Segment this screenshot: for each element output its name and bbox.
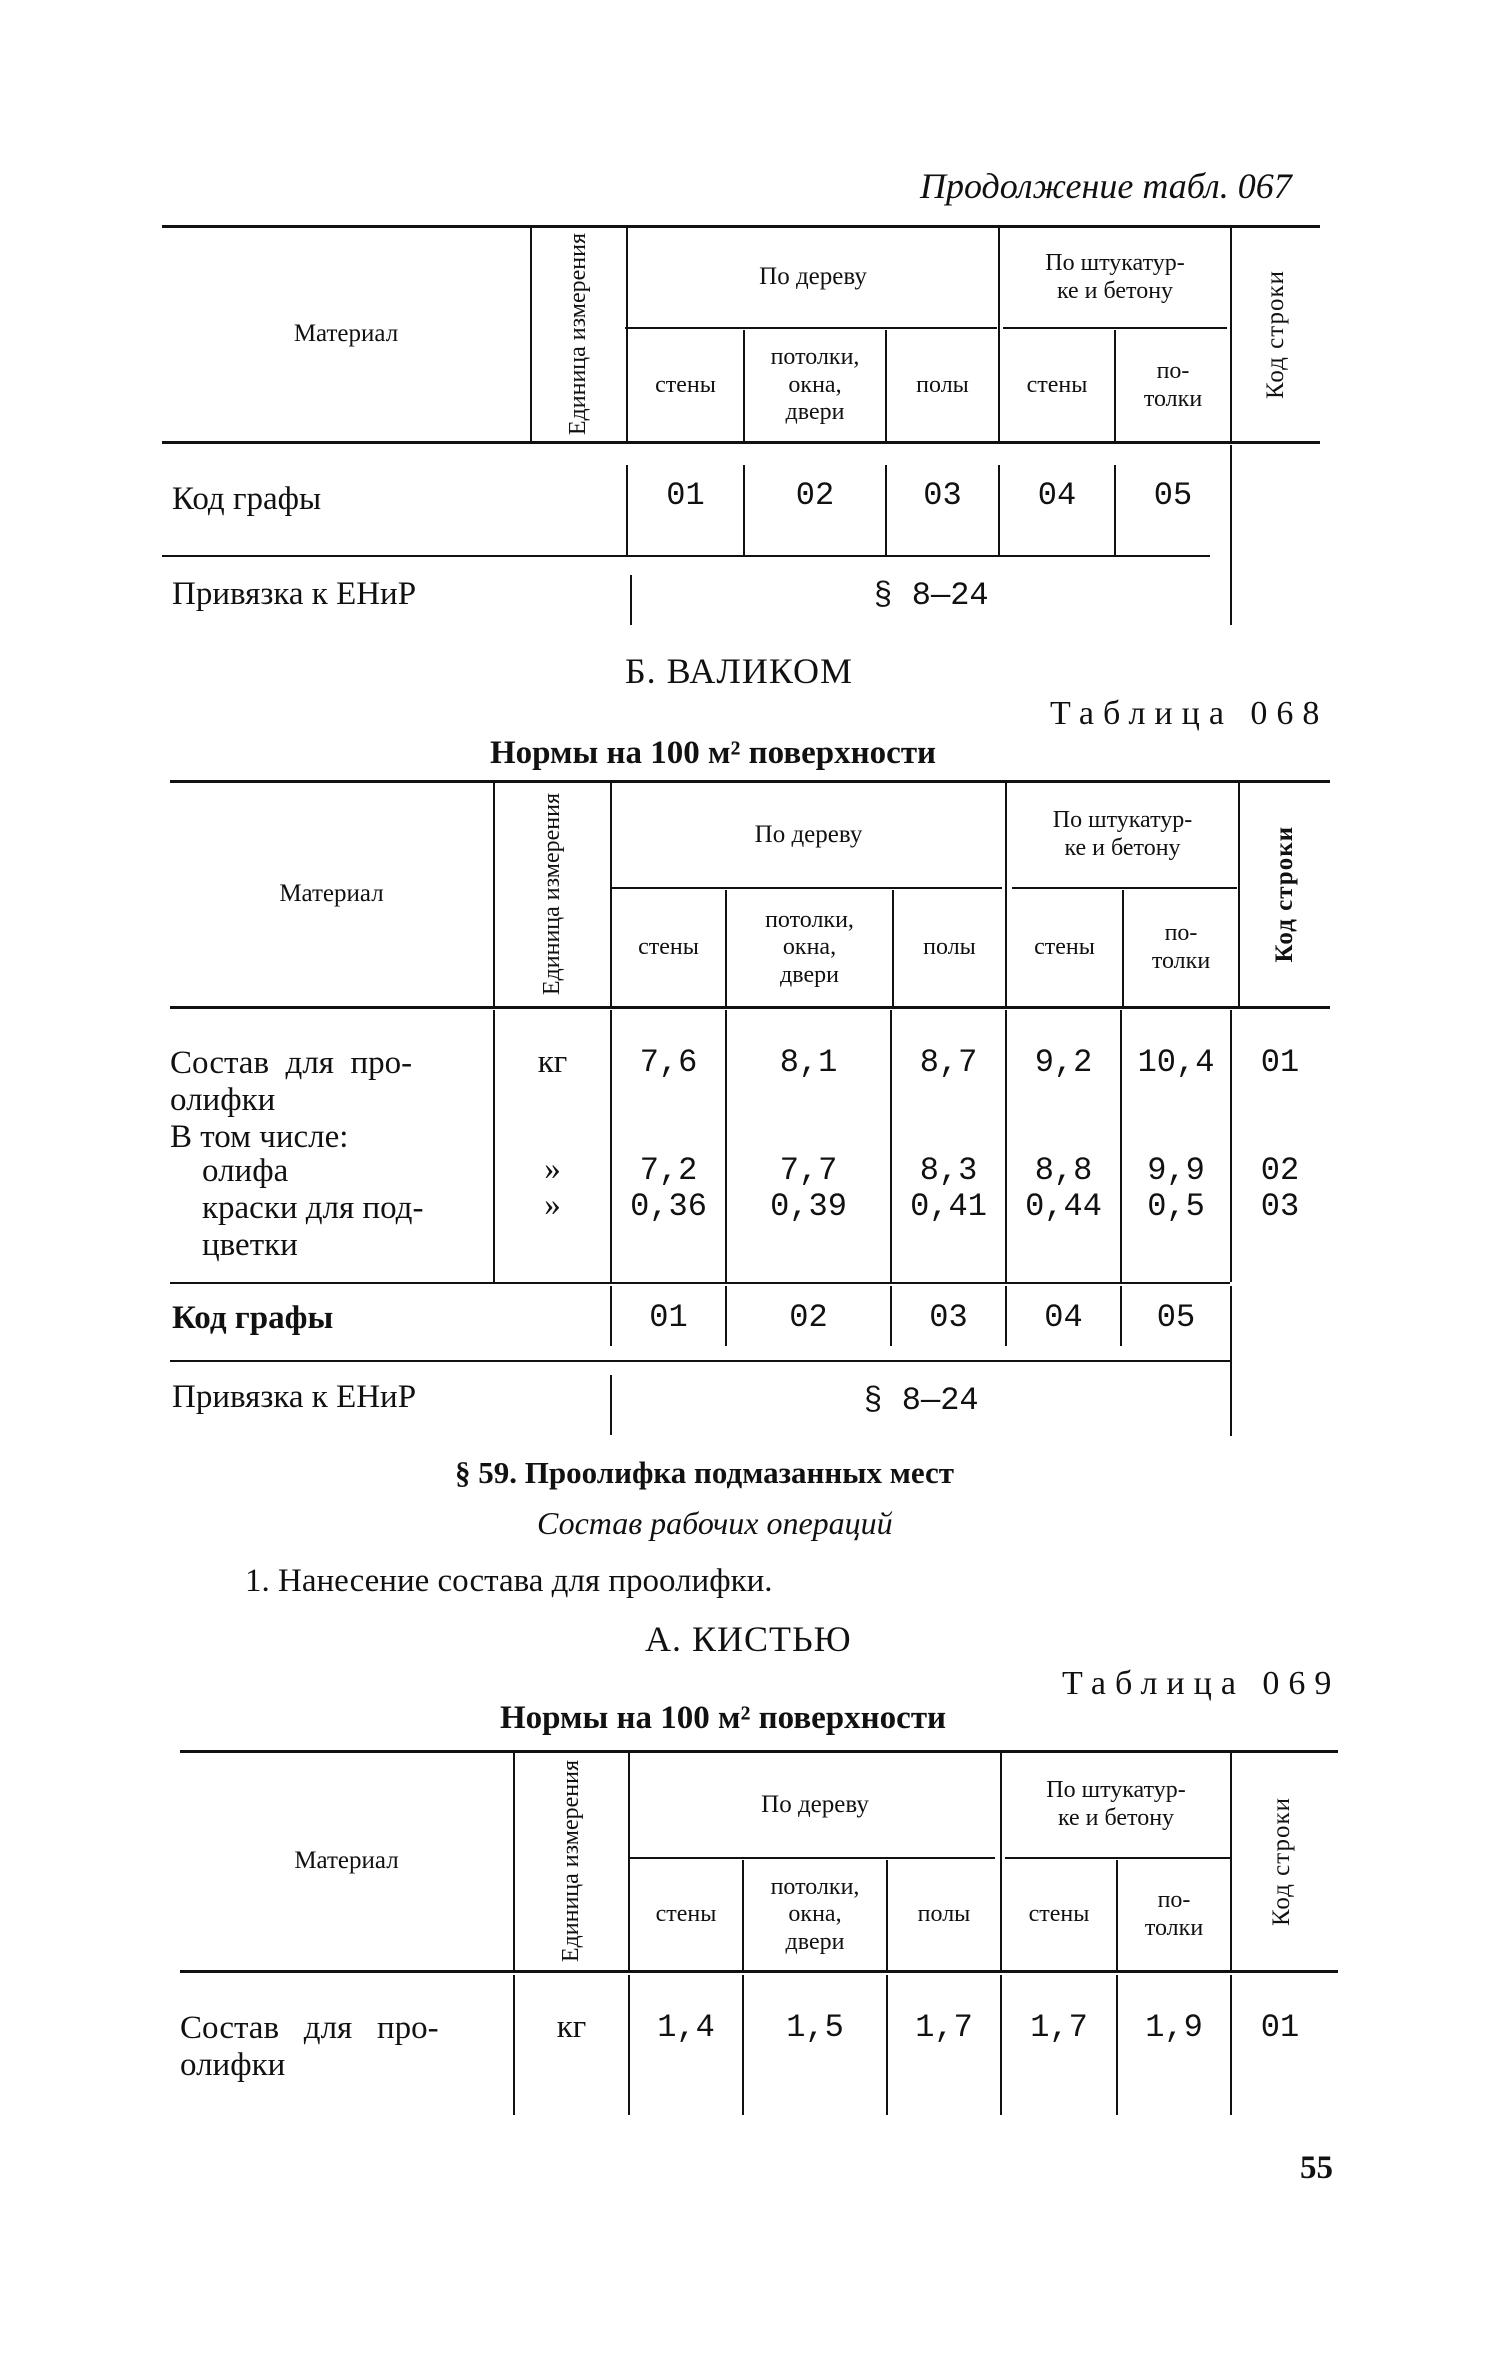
value-cell: 0,44 — [1025, 1187, 1102, 1225]
section-59-heading: § 59. Проолифка подмазанных мест — [455, 1455, 954, 1490]
row-code: 01 — [1260, 2009, 1300, 2046]
col-code-row-header: Код строки — [1271, 826, 1298, 963]
unit-cell: » — [544, 1187, 561, 1224]
subcol-walls: стены — [638, 934, 699, 961]
subcol-floors: полы — [917, 1901, 971, 1928]
col-unit-header: Единица измерения — [565, 233, 592, 436]
table-069-subtitle: Нормы на 100 м² поверхности — [500, 1700, 947, 1736]
col-code-row-header: Код строки — [1262, 269, 1289, 400]
value-cell: 1,4 — [657, 2009, 715, 2046]
table-068-caption: Таблица 068 — [1050, 695, 1329, 732]
value-cell: 1,7 — [1030, 2009, 1088, 2046]
enir-link-value: § 8—24 — [873, 576, 989, 614]
value-cell: 1,5 — [786, 2009, 844, 2046]
value-cell: 7,6 — [639, 1044, 698, 1081]
value-cell: 8,7 — [919, 1044, 978, 1081]
col-material-header: Материал — [279, 880, 384, 908]
subcol-ceilings-windows-doors: потолки, окна, двери — [770, 344, 860, 426]
col-plaster-header: По штукатур- ке и бетону — [1045, 249, 1185, 304]
material-name: Состав для про- олифки — [170, 1045, 413, 1118]
value-cell: 1,9 — [1145, 2009, 1203, 2046]
col-material-header: Материал — [293, 320, 399, 348]
col-plaster-header: По штукатур- ке и бетону — [1046, 1777, 1186, 1831]
table-069-caption: Таблица 069 — [1062, 1665, 1341, 1702]
material-name: Состав для про- олифки — [180, 2010, 439, 2083]
graph-code: 05 — [1153, 476, 1193, 514]
subcol-walls-2: стены — [1034, 934, 1095, 961]
value-cell: 0,39 — [770, 1187, 847, 1225]
code-graph-label: Код графы — [172, 481, 322, 517]
col-unit-header: Единица измерения — [557, 1760, 584, 1963]
unit-cell: кг — [537, 1043, 568, 1080]
table-068-subtitle: Нормы на 100 м² поверхности — [490, 735, 937, 771]
in-that-number-label: В том числе: — [170, 1119, 349, 1155]
value-cell: 8,3 — [919, 1151, 978, 1189]
graph-code: 02 — [795, 476, 835, 514]
subcol-floors: полы — [923, 934, 976, 961]
row-code: 02 — [1260, 1151, 1300, 1189]
col-unit-header: Единица измерения — [538, 793, 565, 996]
value-cell: 0,36 — [630, 1187, 707, 1225]
value-cell: 8,1 — [779, 1044, 838, 1081]
subcol-walls-2: стены — [1028, 1901, 1090, 1928]
enir-link-value: § 8—24 — [863, 1381, 979, 1419]
enir-link-label: Привязка к ЕНиР — [172, 1379, 417, 1415]
value-cell: 10,4 — [1137, 1044, 1215, 1081]
value-cell: 0,5 — [1147, 1187, 1205, 1225]
material-name: олифа — [202, 1153, 289, 1189]
page-number: 55 — [1300, 2150, 1333, 2186]
graph-code: 01 — [649, 1299, 688, 1336]
subcol-walls: стены — [655, 1901, 717, 1928]
col-plaster-header: По штукатур- ке и бетону — [1052, 807, 1193, 861]
section-b-heading: Б. ВАЛИКОМ — [625, 651, 853, 691]
col-material-header: Материал — [294, 1847, 399, 1875]
graph-code: 05 — [1156, 1299, 1196, 1336]
value-cell: 9,9 — [1147, 1151, 1205, 1189]
col-wood-header: По дереву — [759, 263, 867, 291]
graph-code: 01 — [666, 476, 705, 514]
graph-code: 04 — [1037, 476, 1077, 514]
operation-item: 1. Нанесение состава для проолифки. — [245, 1563, 773, 1599]
value-cell: 7,2 — [639, 1151, 698, 1189]
graph-code: 03 — [923, 476, 962, 514]
unit-cell: кг — [556, 2008, 587, 2045]
section-a-heading: А. КИСТЬЮ — [645, 1619, 852, 1659]
work-operations-heading: Состав рабочих операций — [537, 1505, 893, 1541]
value-cell: 8,8 — [1034, 1151, 1093, 1189]
graph-code: 03 — [929, 1299, 968, 1336]
material-name: краски для под- цветки — [202, 1190, 424, 1263]
value-cell: 7,7 — [779, 1151, 838, 1189]
code-graph-label: Код графы — [172, 1300, 334, 1336]
graph-code: 04 — [1044, 1299, 1083, 1336]
row-code: 01 — [1260, 1044, 1300, 1081]
value-cell: 9,2 — [1034, 1044, 1093, 1081]
subcol-ceilings: по- толки — [1143, 357, 1203, 412]
subcol-walls-2: стены — [1026, 371, 1088, 398]
col-code-row-header: Код строки — [1268, 1796, 1295, 1927]
subcol-floors: полы — [916, 371, 969, 398]
col-wood-header: По дереву — [761, 1790, 869, 1818]
value-cell: 0,41 — [910, 1187, 987, 1225]
subcol-walls: стены — [655, 371, 716, 398]
value-cell: 1,7 — [915, 2009, 973, 2046]
continuation-heading: Продолжение табл. 067 — [920, 166, 1292, 206]
graph-code: 02 — [789, 1299, 828, 1336]
unit-cell: » — [544, 1151, 561, 1188]
subcol-ceilings: по- толки — [1151, 920, 1211, 974]
row-code: 03 — [1260, 1187, 1300, 1225]
subcol-ceilings-windows-doors: потолки, окна, двери — [765, 906, 854, 988]
subcol-ceilings-windows-doors: потолки, окна, двери — [770, 1873, 860, 1955]
enir-link-label: Привязка к ЕНиР — [172, 576, 417, 612]
subcol-ceilings: по- толки — [1144, 1887, 1204, 1941]
col-wood-header: По дереву — [754, 820, 863, 848]
